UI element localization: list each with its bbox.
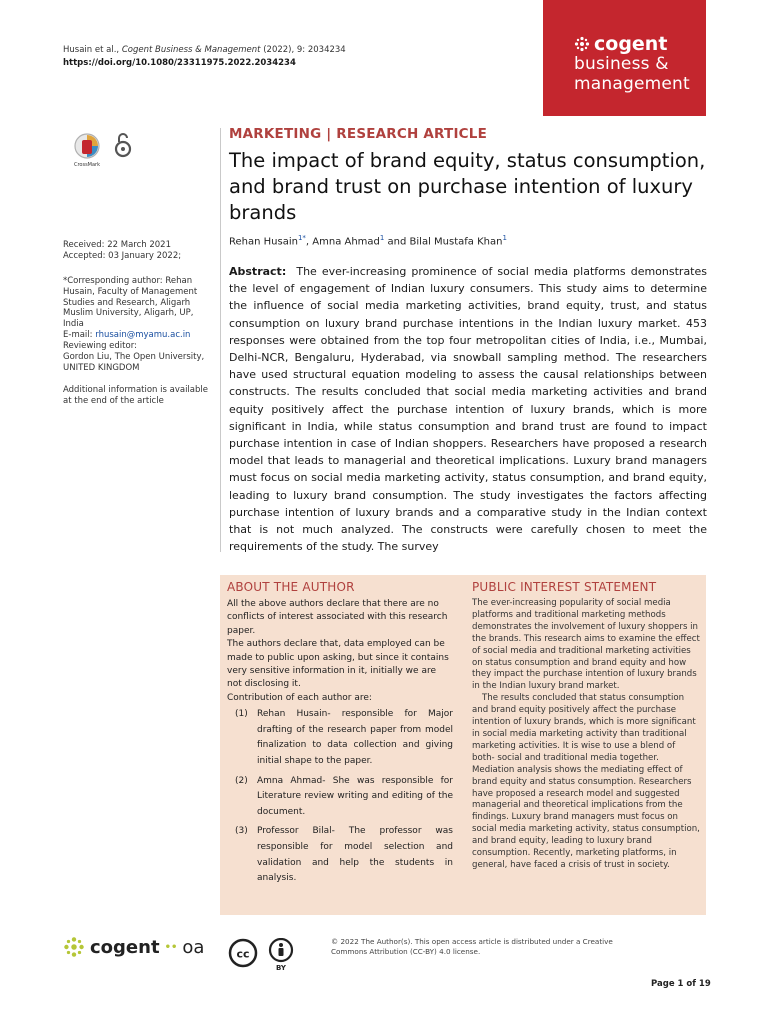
article-title: The impact of brand equity, status consumption, and brand trust on purchase intention of luxury brands: [229, 149, 706, 224]
brand-logo: cogent: [574, 34, 706, 54]
reviewing-editor-block: [63, 341, 213, 373]
corresponding-author: *Corresponding author: Rehan Husain, Faculty of Management Studies and Research, Aligarh Muslim University, Aligarh, UP, India: [63, 276, 198, 330]
author-affiliation: 1: [379, 234, 385, 242]
cogent-flower-icon: [63, 936, 85, 958]
column-divider: [220, 128, 221, 552]
dates-block: [63, 240, 213, 262]
author-affiliation: 1*: [297, 234, 306, 242]
list-item: (1) Rehan Husain- responsible for Major drafting of the research paper from model finalization to data collection and giving initial shape to the paper.: [235, 709, 453, 767]
additional-info: Additional information is available at the end of the article: [63, 385, 208, 406]
corresponding-author-block: [63, 276, 213, 341]
crossmark-label: CrossMark: [73, 162, 101, 168]
author-name[interactable]: Bilal Mustafa Khan: [409, 236, 503, 248]
author-name[interactable]: Amna Ahmad: [312, 236, 380, 248]
open-access-icon: [114, 132, 132, 158]
public-interest-box: [472, 580, 700, 872]
abstract-text: The ever-increasing prominence of social media platforms demonstrates the level of engagement of Indian luxury consumers. This study aims to determine the influence of social media marketing activities, brand equity, trust, and status consumption on luxury brand purchase intentions in the Indian luxury market. 453 responses were obtained from the top four metropolitan cities of India, i.e., Mumbai, Delhi-NCR, Bengaluru, Hyderabad, via snowball sampling method. The researchers have used structural equation modeling to assess the causal relationships between constructs. The results concluded that social media marketing activities and brand equity positively affect the purchase intention of luxury brands, which is more significant in India, while status consumption and brand trust are found to impact purchase intention in case of Indian shoppers. Researchers have proposed a research model that leads to managerial and theoretical implications. Luxury brand managers must focus on social media marketing activity, status consumption, and brand equity, leading to luxury brand consumption. The study investigates the factors affecting purchase intention of luxury brands and a comparative study in the Indian context that is not much analyzed. The constructs were carefully chosen to meet the requirements of the study. The survey: [229, 265, 707, 554]
list-item: (3) Professor Bilal- The professor was responsible for model selection and validation and help the students in analysis.: [235, 826, 453, 884]
author-list: Rehan Husain$^{1*}$, Amna Ahmad$^1$ and Bilal Mustafa Khan$^1$: [229, 234, 507, 248]
page-number: Page 1 of 19: [651, 979, 711, 989]
brand-subtitle-2: management: [574, 74, 690, 94]
list-item: (2) Amna Ahmad- She was responsible for Literature review writing and editing of the document.: [235, 775, 453, 817]
reviewing-editor-label: Reviewing editor:: [63, 341, 137, 351]
cc-license-icons[interactable]: [228, 938, 294, 972]
about-paragraph: The authors declare that, data employed can be made to public upon asking, but since it contains very sensitive information in it, initially we are not disclosing it.: [227, 639, 449, 690]
brand-subtitle-1: business &: [574, 54, 669, 74]
public-interest-paragraph: The results concluded that status consumption and brand equity positively affect the purchase intention of luxury brands, which is more significant in social media marketing activity than traditional marketing activities. It is wise to use a blend of both- social and traditional media together. Mediation analysis shows the mediating effect of brand equity and status consumption. Researchers have proposed a research model and suggested managerial and theoretical implications from the findings. Luxury brand managers must focus on social media marketing activity, status consumption, and brand equity, leading to luxury brand consumption. Recently, marketing platforms, in general, have faced a crisis of trust in society.: [472, 693, 700, 870]
cogent-oa-logo: cogent •• oa: [63, 936, 204, 958]
about-paragraph: Contribution of each author are:: [227, 692, 372, 703]
journal-brand-box: [543, 0, 706, 116]
about-paragraph: All the above authors declare that there are no conflicts of interest associated with this research paper.: [227, 599, 448, 636]
author-name[interactable]: Rehan Husain: [229, 236, 298, 248]
received-date: Received: 22 March 2021: [63, 240, 172, 250]
author-affiliation: 1: [502, 234, 507, 242]
email-link[interactable]: rhusain@myamu.ac.in: [95, 329, 191, 340]
doi-link[interactable]: https://doi.org/10.1080/23311975.2022.2034234: [63, 58, 296, 68]
svg-text:cc: cc: [236, 947, 250, 961]
about-the-author-box: [227, 580, 453, 891]
contribution-list: [227, 707, 453, 887]
article-category: MARKETING | RESEARCH ARTICLE: [229, 126, 488, 142]
citation-block: [63, 44, 346, 70]
license-text: © 2022 The Author(s). This open access article is distributed under a Creative Commons Attribution (CC-BY) 4.0 license.: [331, 937, 613, 957]
creative-commons-icon: [228, 938, 258, 968]
cogent-flower-icon: [574, 36, 590, 52]
attribution-icon: [268, 938, 294, 972]
by-label: BY: [275, 964, 287, 972]
accepted-date: Accepted: 03 January 2022;: [63, 250, 182, 261]
reviewing-editor-name: Gordon Liu, The Open University, UNITED KINGDOM: [63, 351, 205, 373]
crossmark-icon[interactable]: [72, 132, 102, 170]
abstract: [229, 263, 707, 555]
public-interest-paragraph: The ever-increasing popularity of social media platforms and traditional marketing methods demonstrates the involvement of luxury shoppers in the brands. This research aims to examine the effect of social media and traditional marketing activities on status consumption and brand equity and how they impact the purchase intention of luxury brands in the Indian luxury brand market.: [472, 598, 700, 692]
email-line: E-mail: rhusain@myamu.ac.in: [63, 329, 191, 340]
public-interest-heading: PUBLIC INTEREST STATEMENT: [472, 580, 657, 594]
abstract-label: Abstract:: [229, 265, 287, 278]
about-heading: ABOUT THE AUTHOR: [227, 580, 355, 594]
citation-line: Husain et al., Cogent Business & Management (2022), 9: 2034234: [63, 45, 346, 55]
